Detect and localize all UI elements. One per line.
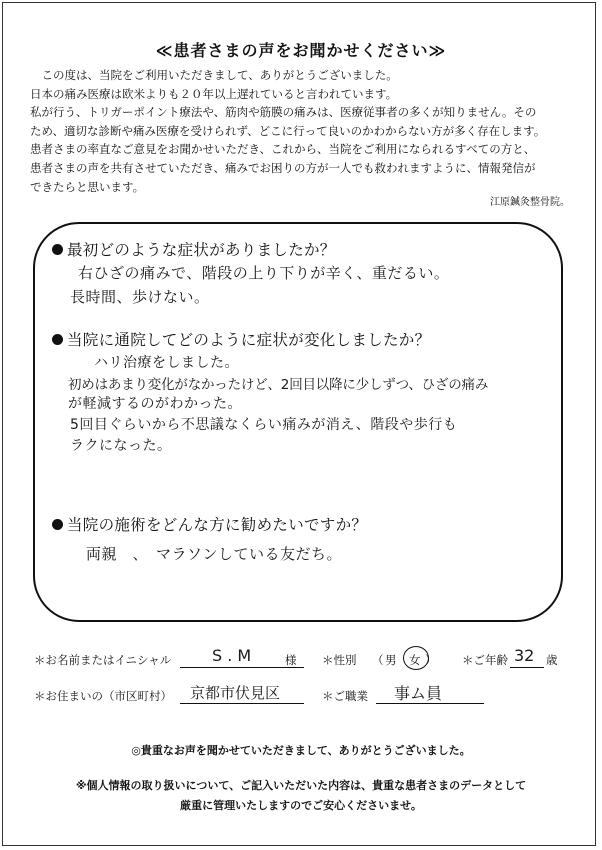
answer-1-line-1: 右ひざの痛みで、階段の上り下りが辛く、重だるい。 bbox=[78, 264, 450, 282]
answer-2-line-3: が軽減するのがわかった。 bbox=[68, 396, 242, 412]
intro-line: ため、適切な診断や痛み医療を受けられず、どこに行って良いのかわからない方が多く存在します。 bbox=[30, 123, 546, 138]
gender-close-paren: ） bbox=[425, 653, 437, 667]
answer-1-line-2: 長時間、歩けない。 bbox=[70, 288, 210, 306]
intro-line: この度は、当院をご利用いただきまして、ありがとうございました。 bbox=[30, 68, 398, 82]
bullet-icon bbox=[52, 334, 63, 345]
question-1 bbox=[52, 238, 336, 260]
age-value: 32 bbox=[514, 646, 535, 665]
honorific: 様 bbox=[285, 653, 297, 667]
address-field-line bbox=[180, 703, 304, 704]
thanks-note: ◎貴重なお声を聞かせていただきまして、ありがとうございました。 bbox=[131, 744, 471, 757]
privacy-note-line-1: ※個人情報の取り扱いについて、ご記入いただいた内容は、貴重な患者さまのデータとして bbox=[75, 779, 527, 792]
answer-3-line-1: 両親 、 マラソンしている友だち。 bbox=[86, 545, 343, 563]
address-value: 京都市伏見区 bbox=[190, 684, 281, 702]
page-title: ≪患者さまの声をお聞かせください≫ bbox=[155, 41, 447, 60]
bullet-icon bbox=[52, 519, 63, 530]
job-label: ＊ご職業 bbox=[322, 689, 368, 703]
gender-label: ＊性別 bbox=[322, 653, 357, 667]
question-3-label: 当院の施術をどんな方に勧めたいですか？ bbox=[67, 516, 368, 534]
gender-female: 女 bbox=[409, 653, 421, 667]
question-2-label: 当院に通院してどのように症状が変化しましたか？ bbox=[67, 331, 431, 349]
answer-2-line-2: 初めはあまり変化がなかったけど、2回目以降に少しずつ、ひざの痛み bbox=[68, 377, 489, 393]
job-value: 事ム員 bbox=[394, 684, 443, 703]
address-label: ＊お住まいの（市区町村） bbox=[34, 689, 172, 703]
intro-line: できたらと思います。 bbox=[30, 179, 145, 194]
question-2 bbox=[52, 328, 430, 350]
intro-line: 患者さまの声を共有させていただき、痛みでお困りの方が一人でも救われますように、情報発信が bbox=[30, 160, 536, 175]
intro-text bbox=[30, 66, 570, 213]
clinic-signature: 江原鍼灸整骨院。 bbox=[490, 197, 570, 209]
bullet-icon bbox=[52, 244, 63, 255]
intro-line: 患者さまの率直なご意見をお聞かせいただき、これから、当院をご利用になられるすべての方と、 bbox=[30, 142, 536, 157]
age-unit: 歳 bbox=[546, 653, 558, 667]
gender-open-paren: （ bbox=[372, 653, 384, 667]
answer-2-line-1: ハリ治療をしました。 bbox=[94, 355, 239, 371]
age-label: ＊ご年齢 bbox=[462, 653, 508, 667]
name-label: ＊お名前またはイニシャル bbox=[34, 653, 172, 667]
gender-male: 男 bbox=[385, 653, 397, 667]
intro-line: 私が行う、トリガーポイント療法や、筋肉や筋膜の痛みは、医療従事者の多くが知りません。その bbox=[30, 105, 537, 120]
answer-2-line-4: 5回目ぐらいから不思議なくらい痛みが消え、階段や歩行も bbox=[70, 417, 458, 433]
name-value: S . M bbox=[212, 646, 252, 665]
age-field-line bbox=[510, 667, 544, 668]
question-1-label: 最初どのような症状がありましたか？ bbox=[67, 241, 336, 259]
privacy-note-line-2: 厳重に管理いたしますのでご安心くださいませ。 bbox=[180, 799, 422, 812]
answer-2-line-5: ラクになった。 bbox=[70, 438, 172, 454]
intro-line: 日本の痛み医療は欧米よりも２０年以上遅れていると言われています。 bbox=[30, 86, 398, 101]
question-3 bbox=[52, 513, 367, 535]
